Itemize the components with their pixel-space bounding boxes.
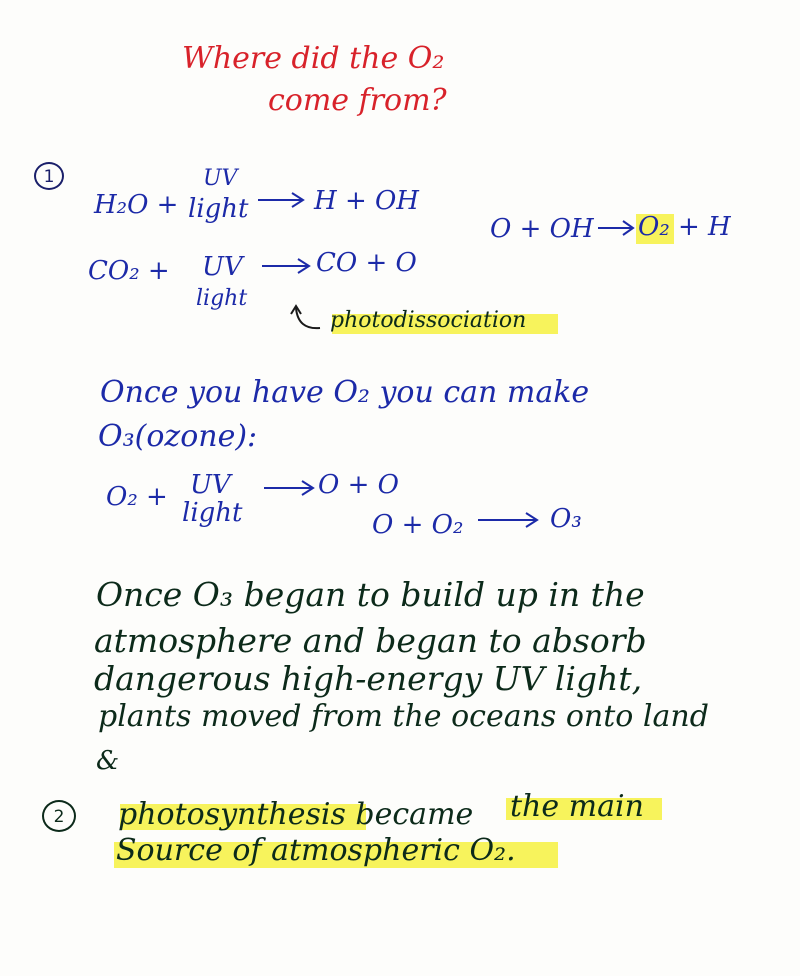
eq1-uv: UV [203, 166, 238, 191]
eq4-arrow-icon [262, 478, 318, 498]
paragraph-line-4: plants moved from the oceans onto land [98, 699, 709, 734]
eq5-right: O₃ [550, 504, 582, 534]
eq4-right: O + O [318, 470, 399, 500]
paragraph-ampersand: & [96, 746, 120, 776]
paragraph-line-1: Once O₃ began to build up in the [96, 575, 645, 614]
paragraph-line-3: dangerous high-energy UV light, [94, 659, 643, 698]
eq3-arrow-icon [596, 218, 638, 238]
section2-line-2: Source of atmospheric O₂. [116, 833, 516, 868]
eq5-arrow-icon [476, 510, 542, 530]
eq2-left: CO₂ + [88, 256, 170, 286]
eq3-right: O₂ + H [638, 212, 731, 242]
title-line-1: Where did the O₂ [182, 41, 445, 76]
eq1-right: H + OH [314, 186, 419, 216]
eq2-light: light [196, 286, 248, 311]
eq4-uv: UV [190, 470, 231, 500]
photodissociation-label: photodissociation [330, 308, 527, 333]
section-1-number: 1 [43, 167, 55, 187]
curved-arrow-icon [288, 300, 324, 334]
eq2-uv: UV [202, 252, 243, 282]
section2-line-1b: the main [510, 789, 644, 824]
section-2-number: 2 [53, 807, 65, 827]
title-line-2: come from? [268, 83, 447, 118]
once-line-2: O₃(ozone): [98, 419, 258, 454]
paragraph-line-2: atmosphere and began to absorb [94, 621, 647, 660]
once-line-1: Once you have O₂ you can make [100, 375, 590, 410]
eq3-left: O + OH [490, 214, 594, 244]
eq2-arrow-icon [260, 256, 314, 276]
eq1-left: H₂O + [94, 190, 179, 220]
eq1-light: light [188, 194, 249, 224]
eq1-arrow-icon [256, 190, 308, 210]
eq4-light: light [182, 498, 243, 528]
eq2-right: CO + O [316, 248, 417, 278]
eq4-left: O₂ + [106, 482, 168, 512]
eq5-left: O + O₂ [372, 510, 464, 540]
section2-line-1a: photosynthesis became [118, 797, 474, 832]
